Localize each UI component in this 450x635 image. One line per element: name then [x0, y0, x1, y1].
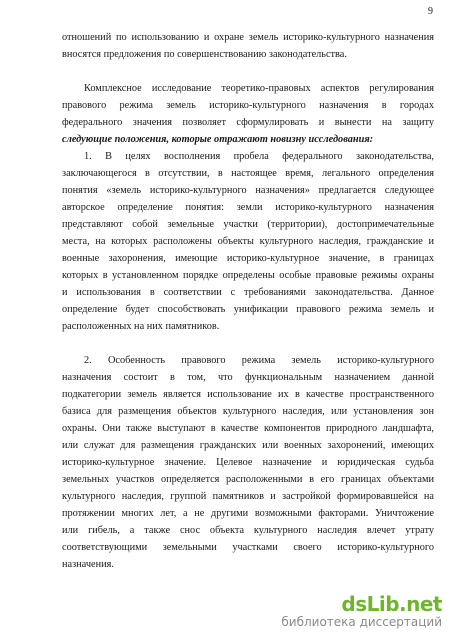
text-line: авторское определение понятия: земли историко-культурного назначения — [62, 202, 434, 213]
text-line: понятия «земель историко-культурного назначения» предлагается следующее — [62, 185, 434, 196]
text-line: протяжении многих лет, а не другими возможными факторами. Уничтожение — [62, 508, 434, 519]
text-line: представляют собой земельные участки (территории), достопримечательные — [62, 219, 434, 230]
text-line: 2. Особенность правового режима земель историко-культурного — [84, 355, 434, 366]
text-line: культурного наследия, группой памятников и застройкой формировавшейся на — [62, 491, 434, 502]
text-line: базиса для размещения объектов культурного наследия, или установления зон — [62, 406, 434, 417]
watermark-logo: dsLib.net — [341, 592, 442, 616]
text-line: места, на которых расположены объекты культурного наследия, гражданские и — [62, 236, 434, 247]
text-line: или служат для размещения гражданских или военных захоронений, имеющих — [62, 440, 434, 451]
text-line: которых в установленном порядке определены особые правовые режимы охраны — [62, 270, 434, 281]
text-line: Комплексное исследование теоретико-правовых аспектов регулирования — [84, 83, 434, 94]
text-line: правового режима земель историко-культурного назначения в городах — [62, 100, 434, 111]
text-line: заключающегося в отсутствии, в настоящее время, легального определения — [62, 168, 434, 179]
text-line: отношений по использованию и охране земель историко-культурного назначения — [62, 32, 434, 43]
text-line: федерального значения позволяет сформулировать и вынести на защиту — [62, 117, 434, 128]
text-line: соответствующими земельными участками своего историко-культурного — [62, 542, 434, 553]
text-line: назначения. — [62, 559, 114, 570]
text-line: или гибель, а также снос объекта культурного наследия влечет утрату — [62, 525, 434, 536]
text-line: назначения состоит в том, что функциональным назначением данной — [62, 372, 434, 383]
page-number: 9 — [428, 6, 433, 17]
text-line: историко-культурное значение. Целевое назначение и юридическая судьба — [62, 457, 434, 468]
text-line: определение будет способствовать унификации правового режима земель и — [62, 304, 434, 315]
text-line: земельных участков определяется расположенными в его границах объектами — [62, 474, 434, 485]
text-line: и использования в соответствии с требованиями законодательства. Данное — [62, 287, 434, 298]
text-line: военные захоронения, имеющие историко-культурное значение, в границах — [62, 253, 434, 264]
text-line-emphasis: следующие положения, которые отражают новизну исследования: — [62, 134, 374, 145]
text-line: охраны. Они также выступают в качестве компонентов природного ландшафта, — [62, 423, 434, 434]
text-line: расположенных на них памятников. — [62, 321, 220, 332]
watermark — [281, 593, 442, 629]
watermark-subtitle: библиотека диссертаций — [281, 615, 442, 629]
text-line: 1. В целях восполнения пробела федерального законодательства, — [84, 151, 434, 162]
text-line: вносятся предложения по совершенствованию законодательства. — [62, 49, 347, 60]
text-line: подкатегории земель является использование их в качестве пространственного — [62, 389, 434, 400]
